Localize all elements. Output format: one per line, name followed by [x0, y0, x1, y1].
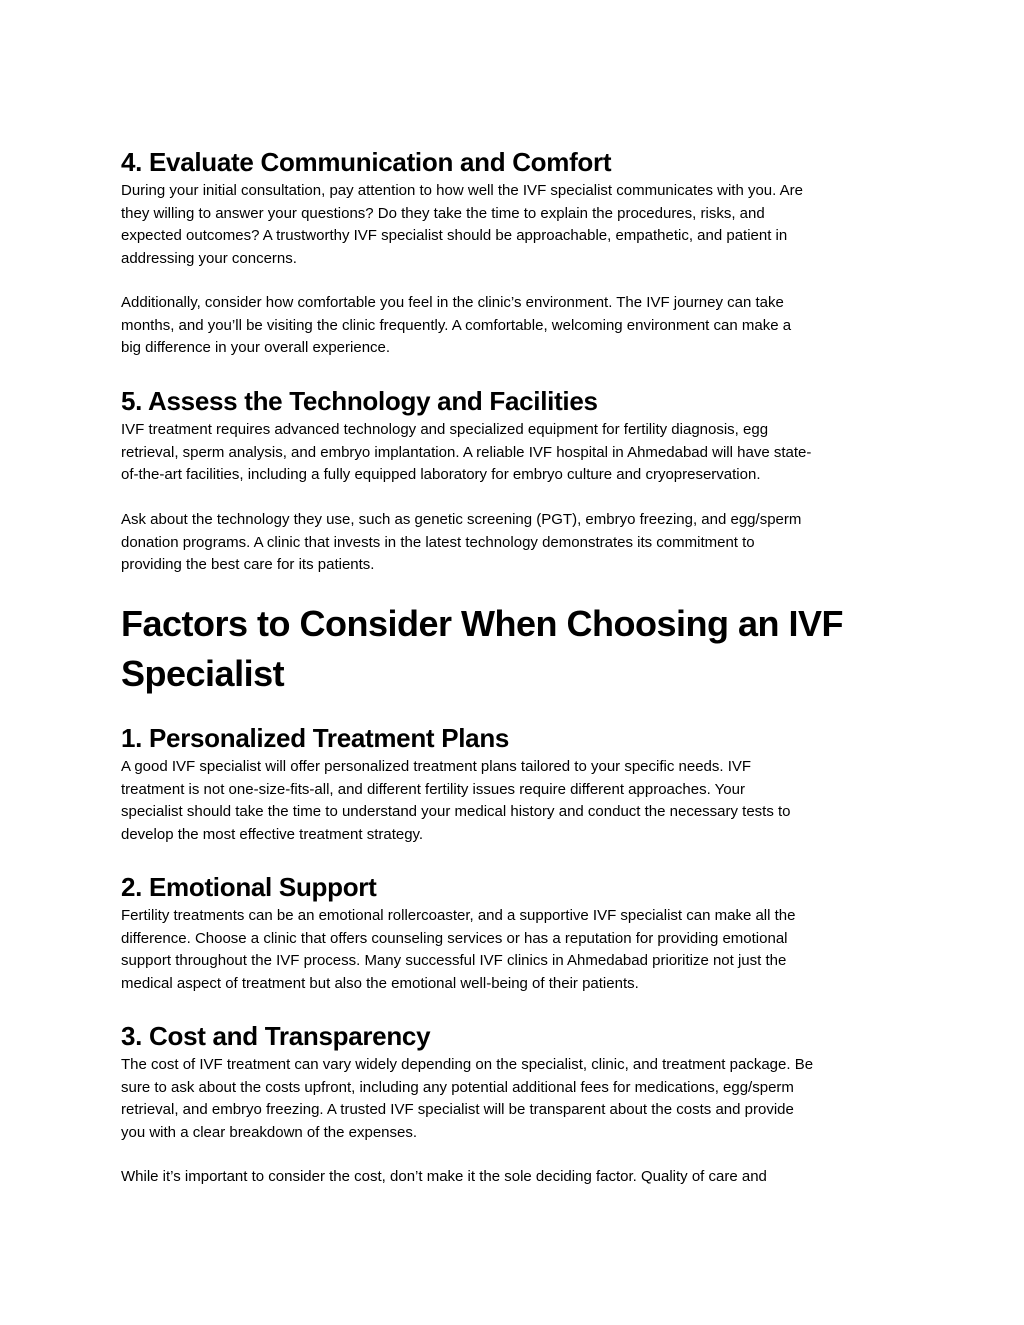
paragraph-communication — [121, 180, 911, 270]
text-line: The cost of IVF treatment can vary widely depending on the specialist, clinic, and treatment package. Be — [121, 1056, 814, 1073]
text-line: While it’s important to consider the cost, don’t make it the sole deciding factor. Quality of care and — [121, 1168, 767, 1185]
text-line: addressing your concerns. — [121, 249, 297, 267]
text-line: Additionally, consider how comfortable you feel in the clinic’s environment. The IVF journey can take — [121, 294, 784, 311]
paragraph-cost-transparency — [121, 1054, 911, 1144]
heading-line: Factors to Consider When Choosing an IVF — [121, 603, 844, 644]
paragraph-comfort — [121, 292, 911, 360]
text-line: develop the most effective treatment strategy. — [121, 825, 424, 843]
text-line: medical aspect of treatment but also the emotional well-being of their patients. — [121, 974, 639, 992]
text-line: retrieval, and embryo freezing. A trusted IVF specialist will be transparent about the costs and provide — [121, 1101, 794, 1118]
text-line: of-the-art facilities, including a fully equipped laboratory for embryo culture and cryopreservation. — [121, 466, 761, 483]
heading-emotional-support: 2. Emotional Support — [121, 872, 377, 902]
text-line: A good IVF specialist will offer personalized treatment plans tailored to your specific needs. IVF — [121, 758, 752, 775]
heading-cost-transparency: 3. Cost and Transparency — [121, 1021, 431, 1051]
main-heading-factors — [121, 599, 901, 699]
heading-line: Specialist — [121, 653, 285, 694]
text-line: months, and you’ll be visiting the clinic frequently. A comfortable, welcoming environment can make a — [121, 316, 792, 334]
text-line: donation programs. A clinic that invests in the latest technology demonstrates its commitment to — [121, 533, 755, 551]
heading-personalized-treatment: 1. Personalized Treatment Plans — [121, 723, 510, 753]
paragraph-technology — [121, 419, 911, 487]
heading-evaluate-communication: 4. Evaluate Communication and Comfort — [121, 147, 612, 177]
text-line: difference. Choose a clinic that offers counseling services or has a reputation for providing emotional — [121, 929, 788, 947]
text-line: sure to ask about the costs upfront, including any potential additional fees for medications, egg/sperm — [121, 1078, 794, 1096]
text-line: retrieval, sperm analysis, and embryo implantation. A reliable IVF hospital in Ahmedabad will have state- — [121, 443, 812, 461]
paragraph-cost-consideration — [121, 1166, 911, 1189]
text-line: IVF treatment requires advanced technology and specialized equipment for fertility diagnosis, egg — [121, 421, 769, 438]
paragraph-technology-ask — [121, 509, 911, 577]
text-line: support throughout the IVF process. Many successful IVF clinics in Ahmedabad prioritize not just the — [121, 952, 787, 969]
text-line: Fertility treatments can be an emotional rollercoaster, and a supportive IVF specialist can make all the — [121, 907, 796, 924]
text-line: treatment is not one-size-fits-all, and different fertility issues require different approaches. Your — [121, 780, 745, 798]
heading-assess-technology: 5. Assess the Technology and Facilities — [121, 386, 598, 416]
text-line: providing the best care for its patients. — [121, 556, 375, 573]
text-line: big difference in your overall experience. — [121, 339, 391, 356]
paragraph-personalized-treatment — [121, 756, 911, 846]
text-line: expected outcomes? A trustworthy IVF specialist should be approachable, empathetic, and patient in — [121, 227, 788, 244]
text-line: During your initial consultation, pay attention to how well the IVF specialist communicates with you. Are — [121, 182, 804, 199]
text-line: you with a clear breakdown of the expenses. — [121, 1123, 418, 1141]
text-line: they willing to answer your questions? Do they take the time to explain the procedures, risks, and — [121, 204, 765, 222]
text-line: specialist should take the time to understand your medical history and conduct the necessary tests to — [121, 803, 791, 820]
paragraph-emotional-support — [121, 905, 911, 995]
text-line: Ask about the technology they use, such as genetic screening (PGT), embryo freezing, and egg/sperm — [121, 511, 802, 528]
